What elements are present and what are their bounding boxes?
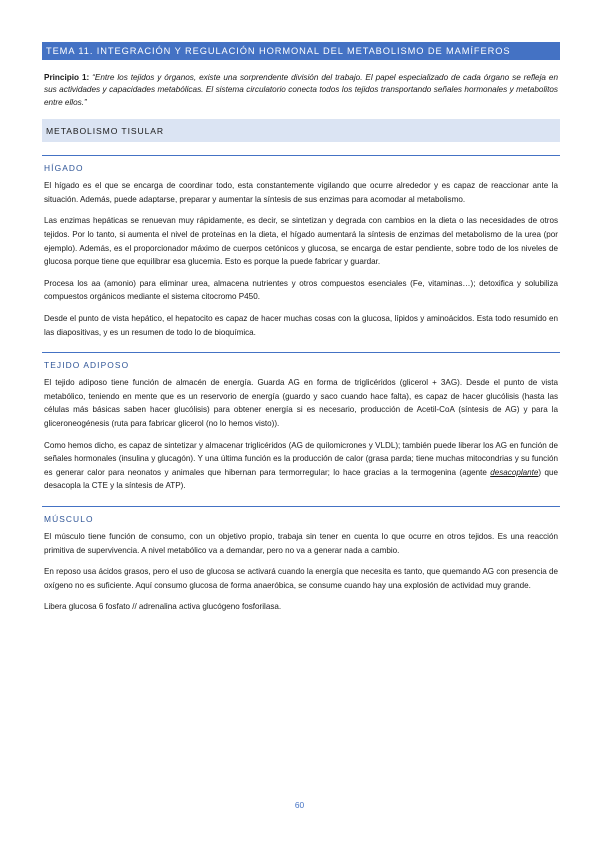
principle-text: “Entre los tejidos y órganos, existe una sorprendente división del trabajo. El papel especializado de cada órgano se refleja en sus actividades y capacidades metabólicas. El sistema circulatorio conecta todos los tejidos transportando señales hormonales y metabolitos entre ellos.” [44, 73, 558, 107]
higado-paragraph-1: El hígado es el que se encarga de coordinar todo, esta constantemente vigilando que ocurre alrededor y es capaz de reaccionar ante la situación. Además, puede adaptarse, preparar y aumentar la síntesis de sus enzimas para acomodar al metabolismo. [44, 181, 558, 204]
higado-paragraph-3: Procesa los aa (amonio) para eliminar urea, almacena nutrientes y otros compuestos esenciales (Fe, vitaminas…); detoxifica y solubiliza compuestos orgánicos mediante el sistema citocromo P450. [44, 278, 558, 302]
adiposo-paragraph-1: El tejido adiposo tiene función de almacén de energía. Guarda AG en forma de triglicéridos (glicerol + 3AG). Desde el punto de vista metabólico, teniendo en mente que es un reservorio de energía (guardo y saco cuando hace falta), es capaz de hacer glucólisis (hasta las células más básicas saben hacer glucólisis) para obtener energía si es necesario, producción de Acetil-CoA (síntesis de AG) y para la gliceroneogénesis (ruta para fabricar glicerol (no lo hemos visto)). [44, 378, 558, 428]
topic-title: TEMA 11. INTEGRACIÓN Y REGULACIÓN HORMONAL DEL METABOLISMO DE MAMÍFEROS [46, 46, 511, 56]
heading-musculo: MÚSCULO [42, 506, 560, 524]
heading-tejido-adiposo: TEJIDO ADIPOSO [42, 352, 560, 370]
section-title-bar [42, 119, 560, 142]
adiposo-paragraph-2 [42, 439, 560, 493]
desacoplante-term: desacoplante [490, 467, 539, 477]
principle-label: Principio 1: [44, 73, 90, 82]
page-number: 60 [294, 800, 305, 810]
musculo-paragraph-1: El músculo tiene función de consumo, con un objetivo propio, trabaja sin tener en cuenta lo que ocurre en otros tejidos. Es una reacción primitiva de supervivencia. A nivel metabólico va a demandar, pero no va a generar nada a cambio. [44, 531, 558, 555]
higado-paragraph-2: Las enzimas hepáticas se renuevan muy rápidamente, es decir, se sintetizan y degrada con cambios en la dieta o las necesidades de otros tejidos. Por lo tanto, si aumenta el nivel de proteínas en la dieta, el hígado aumentará la síntesis de enzimas del metabolismo de la urea (por ejemplo). Además, es el proporcionador máximo de cuerpos cetónicos y glucosa, se encarga de estar pendiente, sobre todo de los niveles de glucosa porque tiene que equilibrar esa glucemia. Esto es porque la puede fabricar y guardar. [44, 216, 558, 267]
adiposo-p2-text-a: Como hemos dicho, es capaz de sintetizar y almacenar triglicéridos (AG de quilomicrones y VLDL); también puede liberar los AG en función de señales hormonales (insulina y glucagón). Y una última función es la producción de calor (grasa parda; tiene muchas mitocondrias y su función es generar calor para neonatos y animales que hibernan para termorregular; lo hace gracias a la termogenina (agente [44, 440, 558, 477]
musculo-paragraph-3: Libera glucosa 6 fosfato // adrenalina activa glucógeno fosforilasa. [44, 602, 282, 612]
heading-higado: HÍGADO [42, 155, 560, 173]
adiposo-p2-text-b: ) que desacopla la CTE y la síntesis de ATP). [44, 467, 558, 491]
principle-quote [42, 72, 560, 109]
document-page [42, 42, 560, 614]
musculo-paragraph-2: En reposo usa ácidos grasos, pero el uso de glucosa se activará cuando la energía que necesita es tanto, que quemando AG con presencia de oxígeno no es suficiente. Aquí consumo glucosa de forma anaeróbica, se consume cuando hay una explosión de actividad muy grande. [44, 567, 558, 590]
topic-title-bar [42, 42, 560, 60]
section-title: METABOLISMO TISULAR [46, 126, 165, 137]
higado-paragraph-4: Desde el punto de vista hepático, el hepatocito es capaz de hacer muchas cosas con la glucosa, lípidos y aminoácidos. Esta todo resumido en las diapositivas, y es un resumen de todo lo de bioquímica. [44, 313, 558, 337]
